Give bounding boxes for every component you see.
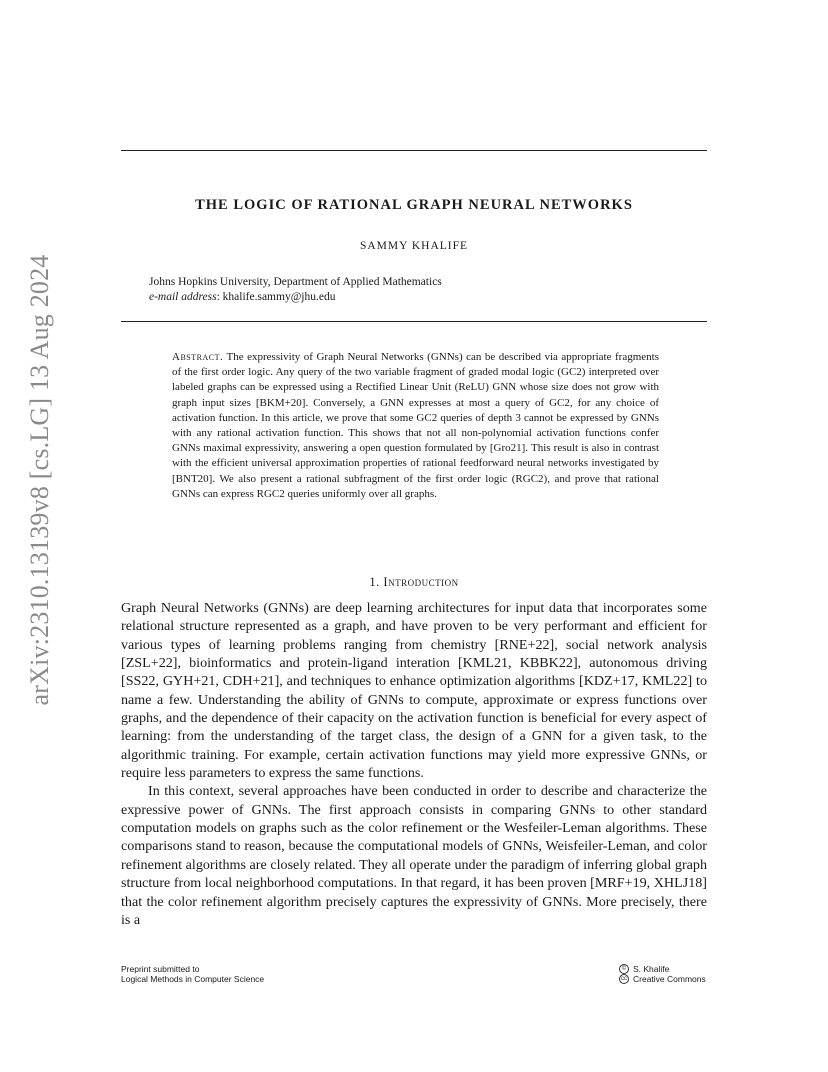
creative-commons-icon: cc — [621, 976, 627, 982]
copyright-icon: © — [619, 964, 629, 974]
affiliation-rule — [121, 321, 707, 322]
section-heading — [0, 575, 828, 590]
footer-journal-line: Logical Methods in Computer Science — [121, 974, 265, 984]
email-line — [149, 290, 442, 305]
paper-title: THE LOGIC OF RATIONAL GRAPH NEURAL NETWORKS — [195, 197, 633, 213]
affiliation-line: Johns Hopkins University, Department of Applied Mathematics — [149, 276, 442, 288]
abstract — [172, 350, 659, 502]
paragraph: In this context, several approaches have been conducted in order to describe and characterize the expressive power of GNNs. The first approach consists in comparing GNNs to other standard computation models on graphs such as the color refinement or the Wesfeiler-Leman algorithms. These comparisons stand to reason, because the computational models of GNNs, Weisfeiler-Leman, and color refinement algorithms are closely related. They all operate under the paradigm of inferring global graph structure from local neighborhood computations. In that regard, it has been proven [MRF+19, XHLJ18] that the color refinement algorithm precisely captures the expressivity of GNNs. More precisely, there is a — [121, 783, 707, 928]
author-name: SAMMY KHALIFE — [359, 240, 469, 252]
section-number: 1. — [369, 575, 380, 589]
abstract-heading: Abstract. — [172, 351, 224, 363]
arxiv-side-identifier — [20, 254, 60, 706]
copyright-holder: S. Khalife — [633, 964, 670, 974]
footer-submission — [121, 964, 264, 984]
affiliation-block — [149, 275, 442, 305]
license-name: Creative Commons — [633, 974, 706, 984]
section-title: Introduction — [383, 575, 459, 589]
section-body — [121, 599, 707, 929]
abstract-text: The expressivity of Graph Neural Networks (GNNs) can be described via appropriate fragments of the first order logic. Any query of the two variable fragment of graded modal logic (GC2) interpreted over labeled graphs can be expressed using a Rectified Linear Unit (ReLU) GNN whose size does not grow with graph input sizes [BKM+20]. Conversely, a GNN expresses at most a query of GC2, for any choice of activation function. In this article, we prove that some GC2 queries of depth 3 cannot be expressed by GNNs with any rational activation function. This shows that not all non-polynomial activation functions confer GNNs maximal expressivity, answering a open question formulated by [Gro21]. This result is also in contrast with the efficient universal approximation properties of rational feedforward neural networks investigated by [BNT20]. We also present a rational subfragment of the first order logic (RGC2), and prove that rational GNNs can express RGC2 queries uniformly over all graphs. — [172, 351, 659, 500]
arxiv-identifier-text: arXiv:2310.13139v8 [cs.LG] 13 Aug 2024 — [25, 254, 54, 706]
paragraph: Graph Neural Networks (GNNs) are deep learning architectures for input data that incorporates some relational structure represented as a graph, and have proven to be very performant and efficient for various types of learning problems ranging from chemistry [RNE+22], social network analysis [ZSL+22], bioinformatics and protein-ligand interation [KML21, KBBK22], autonomous driving [SS22, GYH+21, CDH+21], and techniques to enhance optimization algorithms [KDZ+17, KML22] to name a few. Understanding the ability of GNNs to compute, approximate or express functions over graphs, and the dependence of their capacity on the activation function is beneficial for every aspect of learning: from the understanding of the target class, the design of a GNN for a given task, to the algorithmic training. For example, certain activation functions may yield more expressive GNNs, or require less parameters to express the same functions. — [121, 600, 707, 782]
email-label: e-mail address — [149, 291, 217, 303]
license-row — [619, 974, 706, 984]
email-address[interactable]: : khalife.sammy@jhu.edu — [216, 291, 336, 303]
footer-license — [619, 964, 706, 984]
header-rule — [121, 150, 707, 151]
copyright-row — [619, 964, 706, 974]
footer-submission-line: Preprint submitted to — [121, 964, 200, 974]
